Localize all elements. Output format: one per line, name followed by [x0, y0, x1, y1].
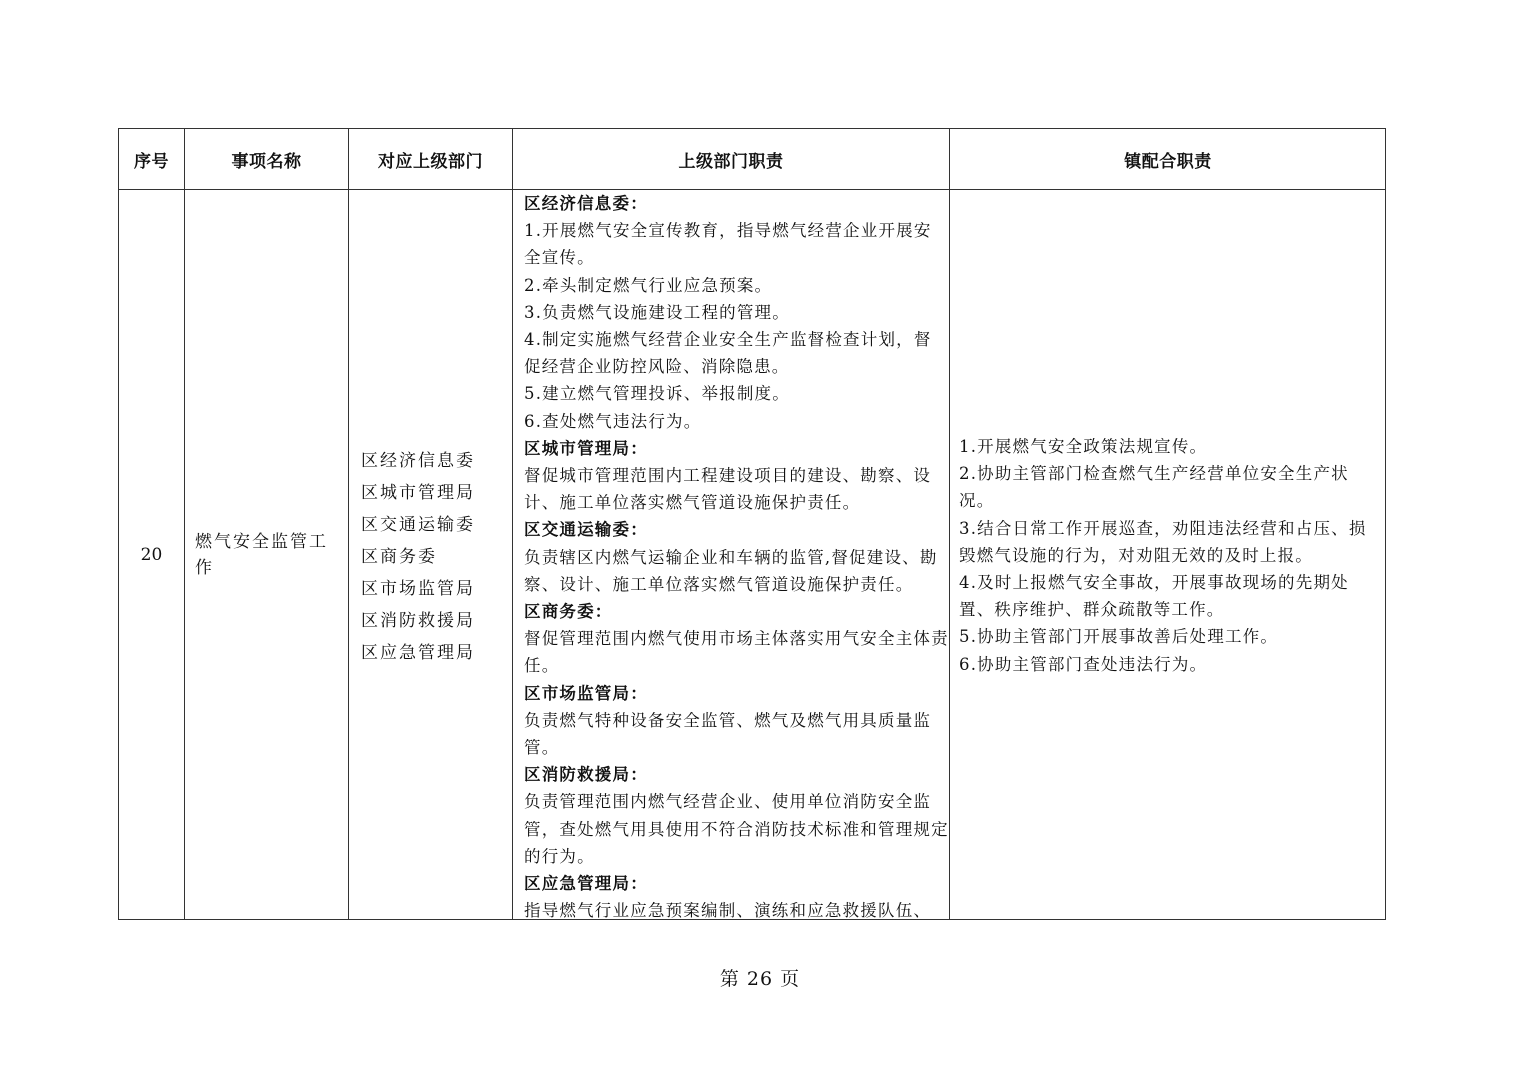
- duty-table: [118, 128, 1386, 920]
- department-item: 区经济信息委: [361, 451, 475, 471]
- duty-text: 督促管理范围内燃气使用市场主体落实用气安全主体责任。: [524, 629, 949, 676]
- duty-dept-heading: 区应急管理局：: [524, 874, 648, 894]
- duty-dept-heading: 区商务委：: [524, 602, 613, 622]
- header-superior-duties: 上级部门职责: [678, 151, 784, 172]
- duty-dept-heading: 区城市管理局：: [524, 438, 648, 458]
- duty-text: 负责管理范围内燃气经营企业、使用单位消防安全监管，查处燃气用具使用不符合消防技术标准和管理规定的行为。: [524, 792, 949, 866]
- town-duty-item: 3.结合日常工作开展巡查，劝阻违法经营和占压、损毁燃气设施的行为，对劝阻无效的及时上报。: [959, 518, 1367, 565]
- town-duty-item: 2.协助主管部门检查燃气生产经营单位安全生产状况。: [959, 464, 1349, 511]
- header-item-name: 事项名称: [231, 151, 302, 172]
- duty-text: 2.牵头制定燃气行业应急预案。: [524, 275, 773, 295]
- row-item-name: 燃气安全监管工作: [195, 532, 328, 578]
- department-item: 区城市管理局: [361, 483, 475, 503]
- duty-text: 负责燃气特种设备安全监管、燃气及燃气用具质量监管。: [524, 710, 932, 758]
- department-item: 区消防救援局: [361, 611, 475, 631]
- column-divider: [949, 129, 950, 919]
- header-seq: 序号: [134, 151, 169, 172]
- duty-text: 4.制定实施燃气经营企业安全生产监督检查计划，督促经营企业防控风险、消除隐患。: [524, 330, 932, 377]
- page-number: 第 26 页: [719, 968, 801, 990]
- duty-text: 1.开展燃气安全宣传教育，指导燃气经营企业开展安全宣传。: [524, 221, 932, 268]
- department-item: 区应急管理局: [361, 643, 475, 663]
- town-duty-item: 6.协助主管部门查处违法行为。: [959, 654, 1208, 674]
- duty-dept-heading: 区经济信息委：: [524, 194, 648, 213]
- town-duty-item: 4.及时上报燃气安全事故，开展事故现场的先期处置、秩序维护、群众疏散等工作。: [959, 573, 1349, 620]
- department-list: [361, 445, 475, 669]
- town-duties-cell: [959, 433, 1379, 678]
- department-item: 区商务委: [361, 547, 437, 567]
- superior-duties-cell: [524, 190, 949, 920]
- duty-text: 3.负责燃气设施建设工程的管理。: [524, 302, 790, 322]
- duty-dept-heading: 区市场监管局：: [524, 683, 648, 703]
- header-town-duties: 镇配合职责: [1124, 151, 1212, 172]
- department-item: 区市场监管局: [361, 579, 475, 599]
- column-divider: [348, 129, 349, 919]
- column-divider: [184, 129, 185, 919]
- department-item: 区交通运输委: [361, 515, 475, 535]
- town-duty-item: 5.协助主管部门开展事故善后处理工作。: [959, 627, 1279, 647]
- duty-text: 6.查处燃气违法行为。: [524, 411, 702, 431]
- duty-text: 指导燃气行业应急预案编制、演练和应急救援队伍、: [524, 901, 932, 920]
- duty-text: 5.建立燃气管理投诉、举报制度。: [524, 384, 790, 404]
- town-duty-item: 1.开展燃气安全政策法规宣传。: [959, 437, 1208, 456]
- duty-dept-heading: 区消防救援局：: [524, 765, 648, 785]
- duty-text: 督促城市管理范围内工程建设项目的建设、勘察、设计、施工单位落实燃气管道设施保护责任。: [524, 466, 932, 513]
- column-divider: [512, 129, 513, 919]
- duty-dept-heading: 区交通运输委：: [524, 520, 648, 540]
- row-seq: 20: [140, 544, 163, 565]
- duty-text: 负责辖区内燃气运输企业和车辆的监管,督促建设、勘察、设计、施工单位落实燃气管道设施保护责任。: [524, 547, 938, 594]
- header-superior-dept: 对应上级部门: [378, 151, 483, 172]
